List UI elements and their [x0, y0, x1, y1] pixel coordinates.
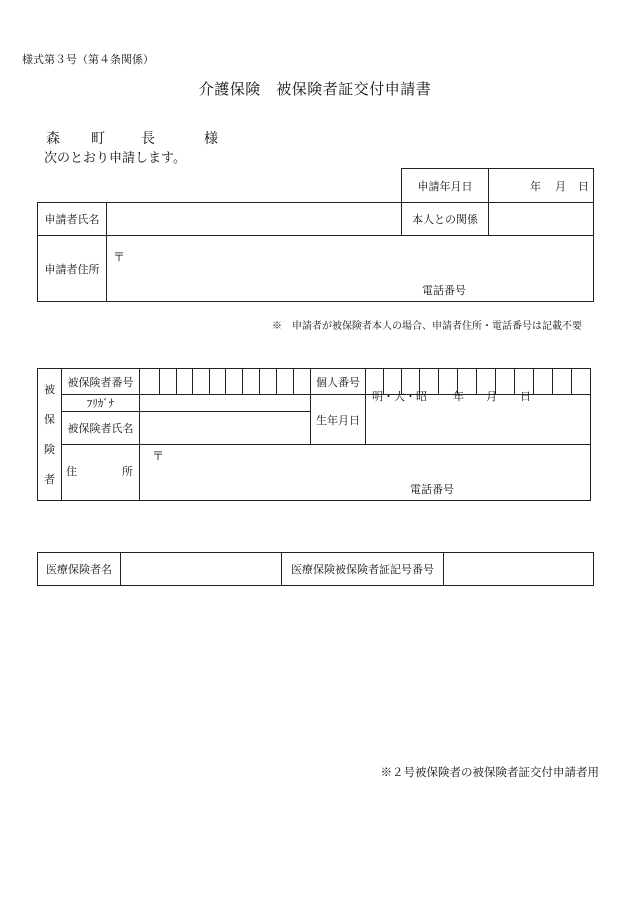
- insured-number-digit[interactable]: [140, 369, 160, 395]
- insured-number-digit[interactable]: [160, 369, 177, 395]
- insured-number-digit[interactable]: [177, 369, 193, 395]
- insured-name-field[interactable]: [140, 412, 311, 445]
- date-month-label: 月: [555, 179, 566, 193]
- vertical-char: 険: [44, 442, 55, 456]
- insured-table: [37, 368, 591, 501]
- form-number: 様式第３号（第４条関係）: [22, 53, 154, 66]
- addressee-part: 町: [91, 131, 105, 147]
- postal-mark: 〒: [152, 449, 165, 463]
- insured-number-digit[interactable]: [243, 369, 260, 395]
- relationship-label: 本人との関係: [402, 203, 489, 236]
- insured-number-digit[interactable]: [277, 369, 294, 395]
- personal-number-digit[interactable]: [496, 369, 515, 395]
- vertical-char: 保: [44, 412, 55, 426]
- applicant-name-label: 申請者氏名: [38, 203, 107, 236]
- postal-mark: 〒: [113, 250, 126, 264]
- address-label-char: 所: [122, 465, 133, 478]
- insured-vertical-label: [38, 369, 62, 501]
- date-day-label: 日: [578, 179, 589, 193]
- insured-number-label: 被保険者番号: [62, 369, 140, 395]
- birth-date-label: 生年月日: [311, 395, 366, 445]
- insured-number-digit[interactable]: [260, 369, 277, 395]
- era-options: 明・大・昭: [372, 390, 427, 403]
- footer-note: ※２号被保険者の被保険者証交付申請者用: [380, 765, 599, 779]
- applicant-name-field[interactable]: [107, 203, 402, 236]
- insured-number-digit[interactable]: [226, 369, 243, 395]
- medical-certificate-field[interactable]: [444, 553, 594, 586]
- birth-day-label: 日: [520, 390, 531, 403]
- addressee-part: 森: [46, 131, 60, 147]
- personal-number-label: 個人番号: [311, 369, 366, 395]
- birth-month-label: 月: [486, 390, 497, 403]
- personal-number-digit[interactable]: [572, 369, 591, 395]
- personal-number-digit[interactable]: [534, 369, 553, 395]
- addressee-part: 長: [141, 131, 155, 147]
- birth-year-label: 年: [453, 390, 464, 403]
- medical-insurer-field[interactable]: [121, 553, 282, 586]
- furigana-label: ﾌﾘｶﾞﾅ: [62, 395, 140, 412]
- insured-number-digit[interactable]: [193, 369, 210, 395]
- applicant-address-label: 申請者住所: [38, 236, 107, 302]
- personal-number-digit[interactable]: [553, 369, 572, 395]
- phone-label: 電話番号: [422, 284, 466, 297]
- applicant-address-field[interactable]: [107, 236, 594, 302]
- application-date-field[interactable]: [489, 169, 594, 203]
- application-date-label: 申請年月日: [402, 169, 489, 203]
- insured-number-digit[interactable]: [294, 369, 311, 395]
- addressee-part: 様: [204, 131, 218, 147]
- birth-date-field[interactable]: [366, 390, 591, 445]
- insured-number-digit[interactable]: [210, 369, 226, 395]
- medical-insurer-label: 医療保険者名: [38, 553, 121, 586]
- furigana-field[interactable]: [140, 395, 311, 412]
- phone-label: 電話番号: [410, 483, 454, 496]
- intro-text: 次のとおり申請します。: [44, 151, 186, 166]
- applicant-note: ※ 申請者が被保険者本人の場合、申請者住所・電話番号は記載不要: [272, 321, 582, 332]
- applicant-table: [37, 168, 594, 302]
- medical-certificate-label: 医療保険被保険者証記号番号: [282, 553, 444, 586]
- address-label-char: 住: [66, 465, 77, 478]
- relationship-field[interactable]: [489, 203, 594, 236]
- medical-insurance-table: [37, 552, 594, 586]
- vertical-char: 者: [44, 472, 55, 486]
- vertical-char: 被: [44, 382, 55, 396]
- insured-name-label: 被保険者氏名: [62, 412, 140, 445]
- document-title: 介護保険 被保険者証交付申請書: [198, 80, 432, 98]
- date-year-label: 年: [530, 179, 541, 193]
- insured-address-label: [62, 445, 140, 501]
- insured-address-field[interactable]: [140, 445, 591, 501]
- blank-cell: [38, 169, 402, 203]
- addressee: [46, 128, 218, 148]
